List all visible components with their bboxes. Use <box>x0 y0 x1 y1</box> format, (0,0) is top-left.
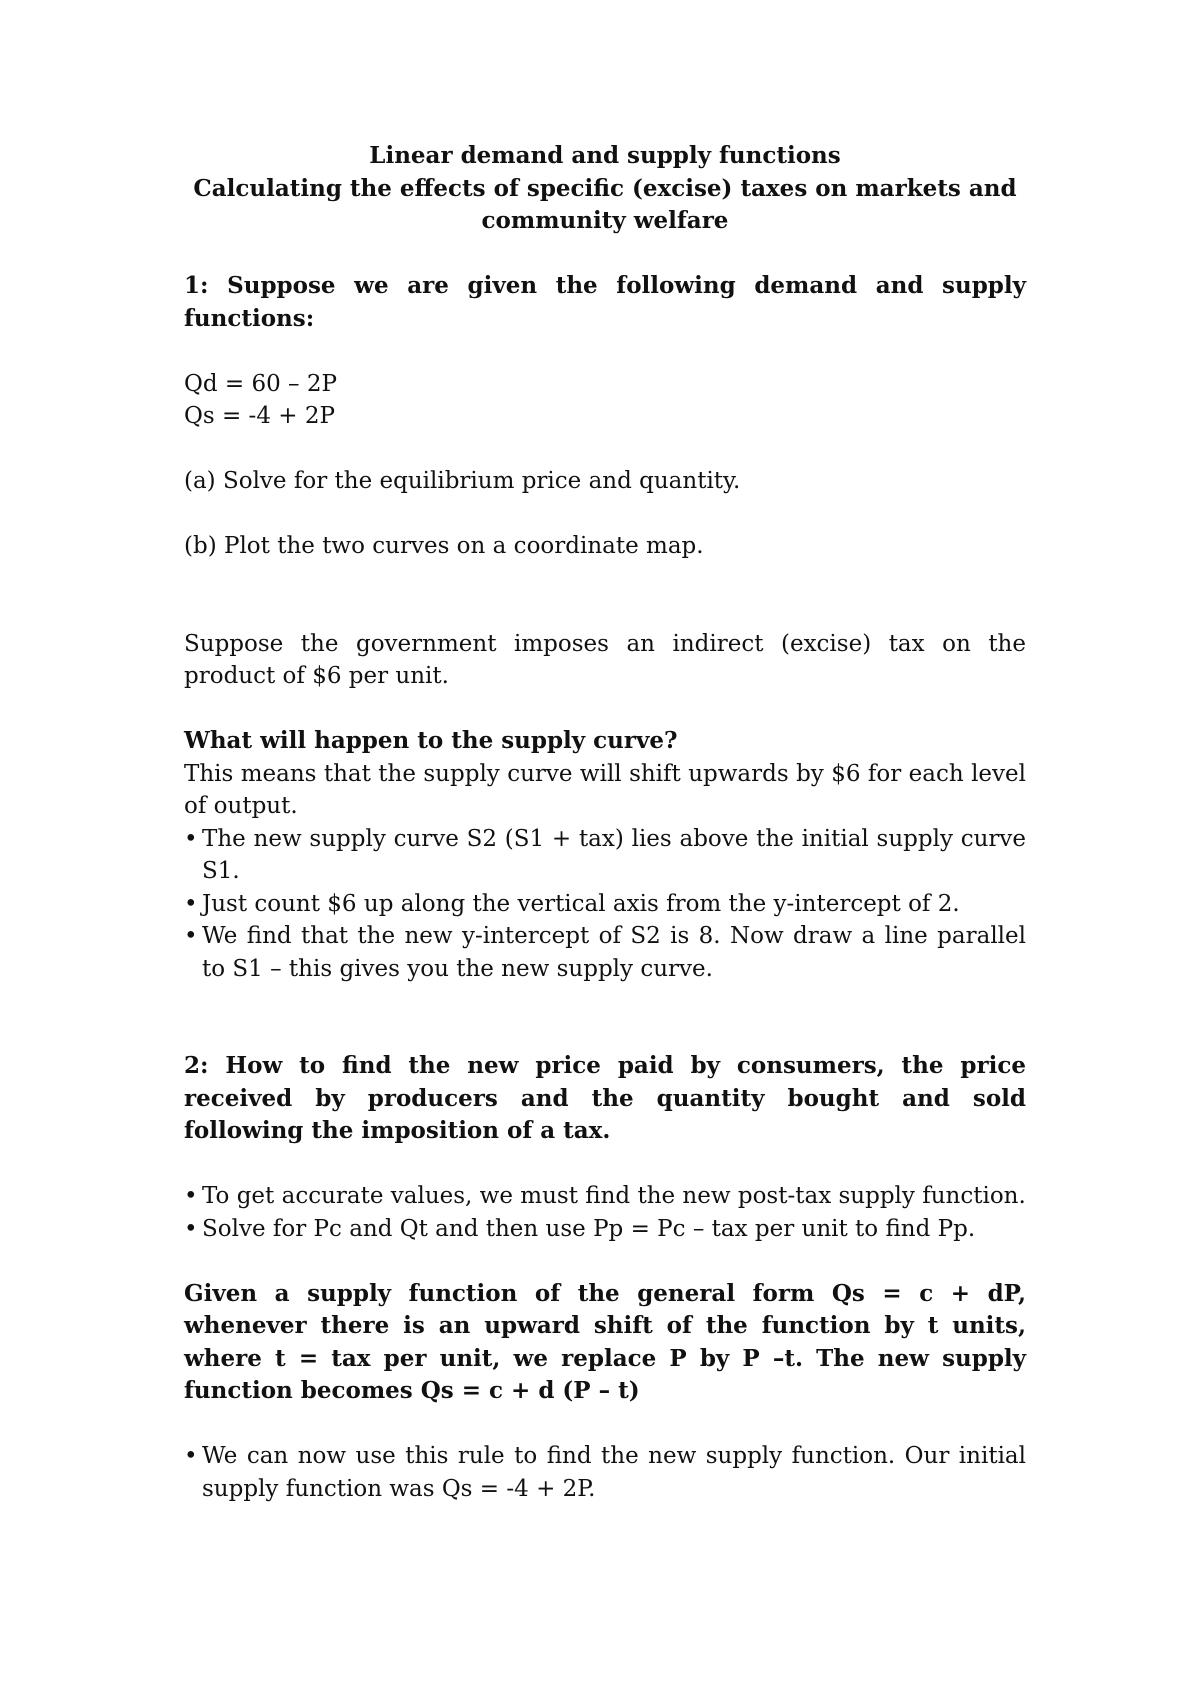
list-item-text: We find that the new y-intercept of S2 is 8. Now draw a line parallel to S1 – this gives you the new supply curve. <box>202 923 1026 982</box>
list-item <box>184 1213 1026 1246</box>
bullet-icon: • <box>184 1215 198 1242</box>
title-line-2: Calculating the effects of specific (excise) taxes on markets and <box>193 174 1017 202</box>
list-item <box>184 1180 1026 1213</box>
list-item <box>184 1440 1026 1505</box>
list-item <box>184 888 1026 921</box>
bullet-icon: • <box>184 825 198 852</box>
list-item <box>184 823 1026 888</box>
list-item-text: Just count $6 up along the vertical axis from the y-intercept of 2. <box>202 890 960 917</box>
tax-intro: Suppose the government imposes an indirect (excise) tax on the product of $6 per unit. <box>184 630 1026 689</box>
list-item <box>184 920 1026 985</box>
document-title <box>184 140 1026 238</box>
supply-curve-question: What will happen to the supply curve? <box>184 727 678 754</box>
supply-curve-answer: This means that the supply curve will shift upwards by $6 for each level of output. <box>184 760 1026 819</box>
part-a: (a) Solve for the equilibrium price and quantity. <box>184 468 741 494</box>
bullet-icon: • <box>184 890 198 917</box>
bullet-icon: • <box>184 923 198 949</box>
supply-shift-rule: Given a supply function of the general form Qs = c + dP, whenever there is an upward shift of the function by t units, where t = tax per unit, we replace P by P –t. The new supply function becomes Qs = c + d (P – t) <box>184 1279 1026 1404</box>
bullet-icon: • <box>184 1183 198 1209</box>
bullet-icon: • <box>184 1443 198 1469</box>
list-item-text: The new supply curve S2 (S1 + tax) lies above the initial supply curve S1. <box>202 825 1026 884</box>
question-2-heading: 2: How to find the new price paid by consumers, the price received by producers and the quantity bought and sold following the imposition of a tax. <box>184 1052 1026 1144</box>
list-item-text: Solve for Pc and Qt and then use Pp = Pc – tax per unit to find Pp. <box>202 1215 976 1242</box>
demand-equation: Qd = 60 – 2P <box>184 370 337 397</box>
part-b: (b) Plot the two curves on a coordinate map. <box>184 533 704 559</box>
question-1-heading: 1: Suppose we are given the following demand and supply functions: <box>184 272 1026 332</box>
document-content <box>184 140 1026 1505</box>
list-item-text: To get accurate values, we must find the new post-tax supply function. <box>202 1183 1026 1209</box>
title-line-1: Linear demand and supply functions <box>369 142 841 169</box>
list-item-text: We can now use this rule to find the new supply function. Our initial supply function was Qs = -4 + 2P. <box>202 1443 1026 1502</box>
title-line-3: community welfare <box>481 207 729 234</box>
supply-equation: Qs = -4 + 2P <box>184 403 335 429</box>
